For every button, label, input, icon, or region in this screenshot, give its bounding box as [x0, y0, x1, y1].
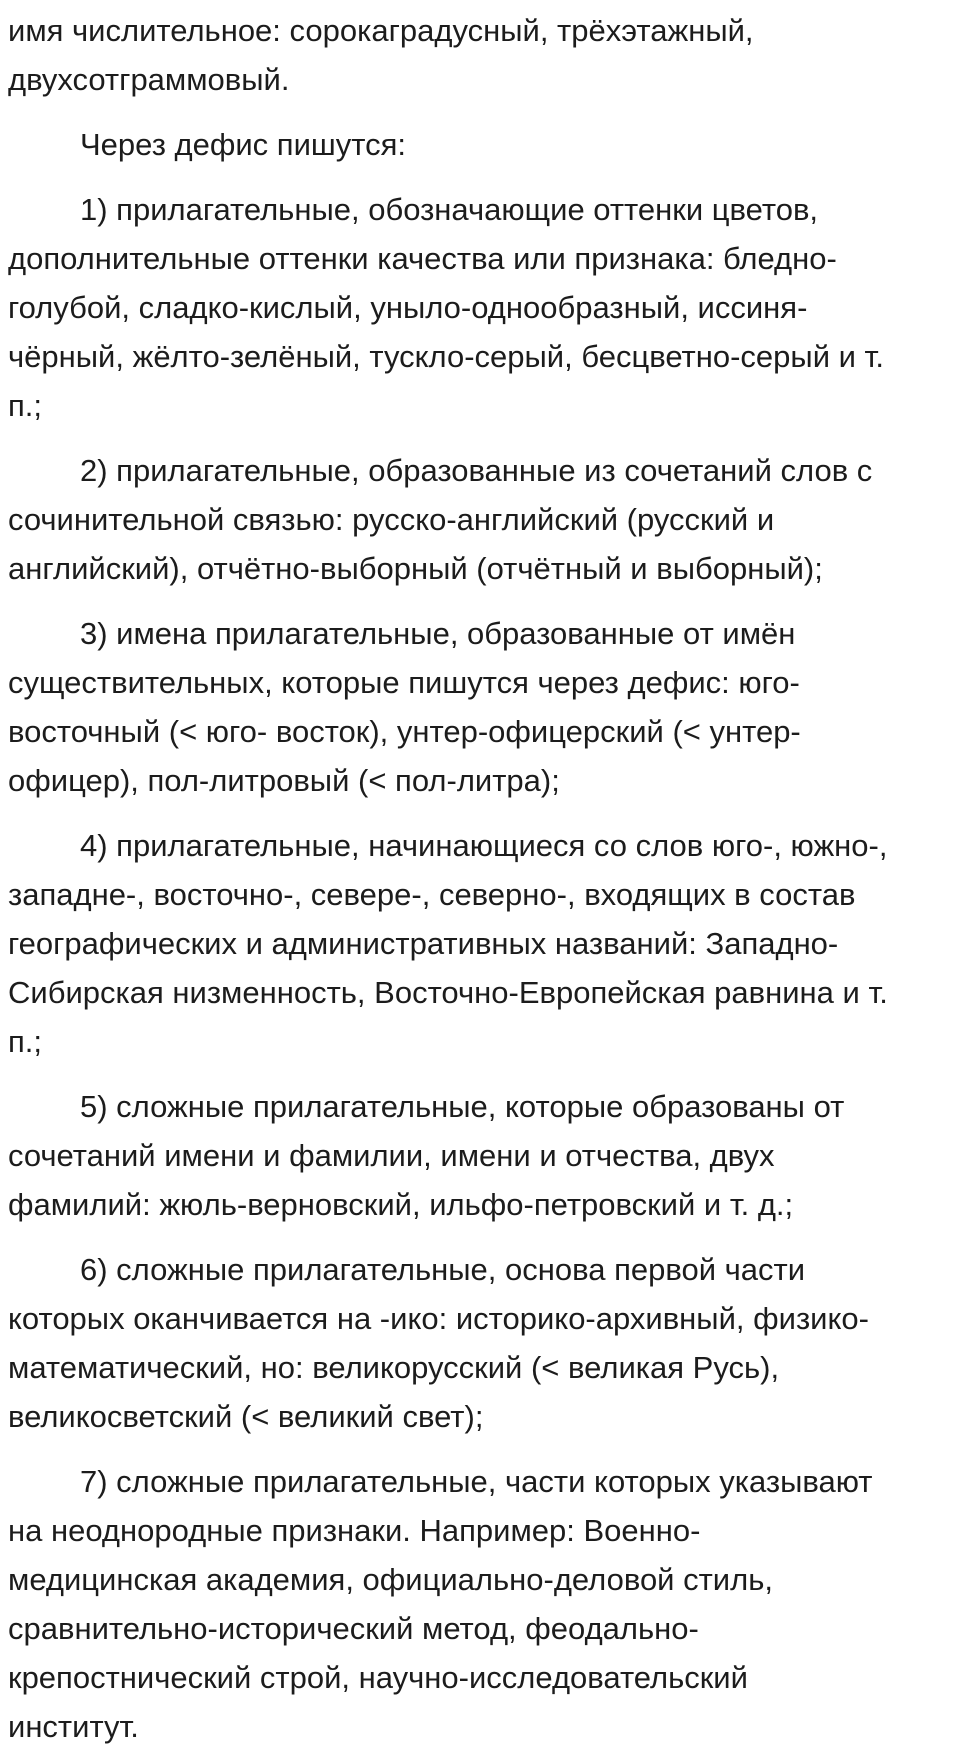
paragraph-rule-3: 3) имена прилагательные, образованные от имён существительных, которые пишутся через дефис: юго- восточный (< юго- восток), унтер-офицерский (< унтер- офицер), пол-литровый (< пол-литра);: [8, 616, 801, 798]
paragraph-continuation: имя числительное: сорокаградусный, трёхэтажный, двухсотграммовый.: [8, 13, 754, 97]
paragraph-rule-2: 2) прилагательные, образованные из сочетаний слов с сочинительной связью: русско-английский (русский и английский), отчётно-выборный (отчётный и выборный);: [8, 453, 873, 586]
paragraph-rule-5: 5) сложные прилагательные, которые образованы от сочетаний имени и фамилии, имени и отчества, двух фамилий: жюль-верновский, ильфо-петровский и т. д.;: [8, 1089, 845, 1222]
paragraph-hyphen-rules-intro: Через дефис пишутся:: [80, 127, 407, 162]
paragraph-rule-1: 1) прилагательные, обозначающие оттенки цветов, дополнительные оттенки качества или признака: бледно- голубой, сладко-кислый, уныло-однообразный, иссиня- чёрный, жёлто-зелёный, тускло-серый, бесцветно-серый и т. п.;: [8, 192, 884, 423]
paragraph-rule-7: 7) сложные прилагательные, части которых указывают на неоднородные признаки. Например: Военно- медицинская академия, официально-деловой стиль, сравнительно-исторический метод, феодально- крепостнический строй, научно-исследовательский институт.: [8, 1464, 873, 1744]
paragraph-rule-6: 6) сложные прилагательные, основа первой части которых оканчивается на -ико: историко-архивный, физико- математический, но: великорусский (< великая Русь), великосветский (< великий свет);: [8, 1252, 869, 1434]
paragraph-rule-4: 4) прилагательные, начинающиеся со слов юго-, южно-, западне-, восточно-, севере-, северно-, входящих в состав географических и административных названий: Западно- Сибирская низменность, Восточно-Европейская равнина и т. п.;: [8, 828, 888, 1059]
